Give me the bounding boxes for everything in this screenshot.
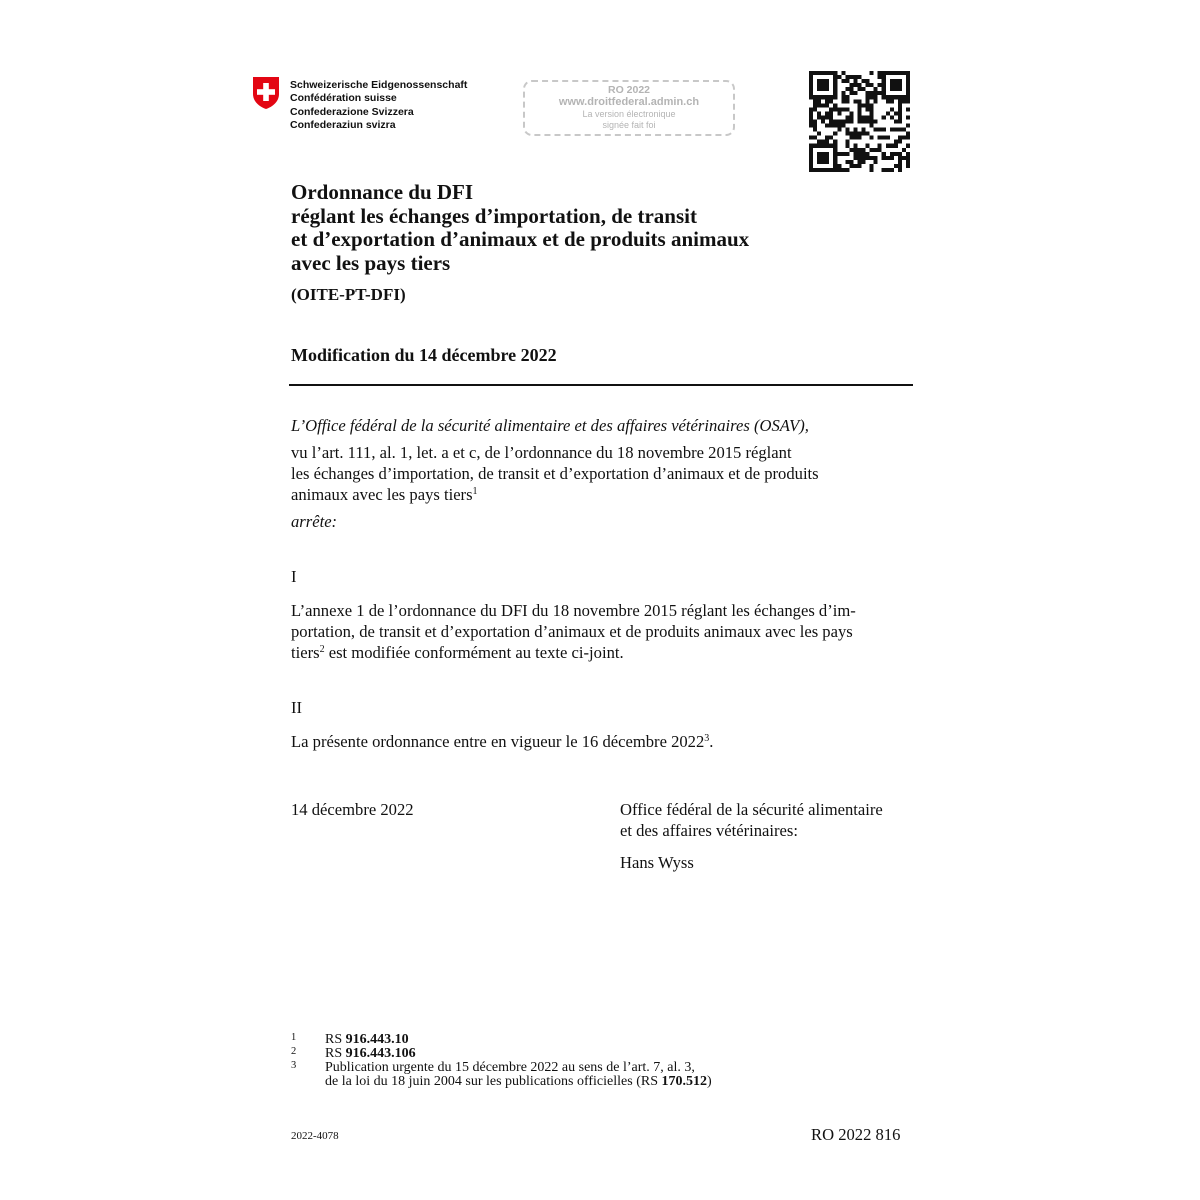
document-number: 2022-4078	[291, 1130, 339, 1142]
title-line: Ordonnance du DFI	[291, 180, 474, 204]
electronic-signature-stamp	[523, 80, 735, 136]
confederation-de: Schweizerische Eidgenossenschaft	[290, 79, 468, 91]
official-collection-ref: RO 2022 816	[811, 1125, 901, 1144]
ordinance-title	[291, 181, 749, 275]
signature-date: 14 décembre 2022	[291, 800, 414, 819]
stamp-note-1: La version électronique	[582, 109, 676, 119]
swiss-crest-icon	[252, 76, 280, 110]
section-1-line: tiers$^2$ est modifiée conformément au texte ci-joint.	[291, 643, 624, 662]
section-numeral-1: I	[291, 567, 297, 586]
footnote-1: RS 916.443.10	[325, 1032, 409, 1047]
section-1-line: L’annexe 1 de l’ordonnance du DFI du 18 novembre 2015 réglant les échanges d’im-	[291, 601, 856, 620]
ordinance-abbreviation: (OITE-PT-DFI)	[291, 285, 406, 304]
footnote-number: 1	[291, 1032, 297, 1043]
qr-code-icon	[809, 71, 910, 172]
title-line: et d’exportation d’animaux et de produits animaux	[291, 227, 750, 251]
issuing-authority: L’Office fédéral de la sécurité alimentaire et des affaires vétérinaires (OSAV),	[291, 416, 809, 435]
footnote-3: Publication urgente du 15 décembre 2022 au sens de l’art. 7, al. 3, de la loi du 18 juin 2004 sur les publications officielles (RS 170.512)	[325, 1060, 712, 1089]
section-2-text: La présente ordonnance entre en vigueur le 16 décembre 2022$^3$.	[291, 732, 714, 751]
legal-basis-line: vu l’art. 111, al. 1, let. a et c, de l’ordonnance du 18 novembre 2015 réglant	[291, 443, 792, 462]
footnote-number: 3	[291, 1060, 297, 1071]
title-line: réglant les échanges d’importation, de transit	[291, 203, 697, 228]
section-1-text	[291, 600, 856, 663]
legal-basis-line: animaux avec les pays tiers$^1$	[291, 485, 478, 504]
legal-basis-line: les échanges d’importation, de transit et d’exportation d’animaux et de produits	[291, 464, 819, 483]
legal-basis	[291, 442, 819, 505]
confederation-rm: Confederaziun svizra	[290, 118, 396, 131]
section-numeral-2: II	[291, 698, 303, 717]
signatory-name: Hans Wyss	[620, 853, 694, 872]
modification-date: Modification du 14 décembre 2022	[291, 345, 557, 365]
footnote-ref[interactable]: 2	[319, 644, 325, 655]
confederation-it: Confederazione Svizzera	[290, 105, 414, 118]
stamp-url[interactable]: www.droitfederal.admin.ch	[558, 96, 700, 108]
stamp-note-2: signée fait foi	[602, 120, 656, 130]
signing-office-line: et des affaires vétérinaires:	[620, 821, 798, 840]
decrees-label: arrête:	[291, 512, 338, 531]
footnote-number: 2	[291, 1046, 297, 1057]
title-divider	[289, 384, 913, 386]
footnote-2: RS 916.443.106	[325, 1046, 416, 1061]
signing-office-line: Office fédéral de la sécurité alimentaire	[620, 800, 883, 819]
confederation-name	[290, 79, 467, 132]
footnote-ref[interactable]: 3	[704, 733, 710, 744]
confederation-fr: Confédération suisse	[290, 92, 397, 105]
title-line: avec les pays tiers	[291, 250, 451, 275]
section-1-line: portation, de transit et d’exportation d’animaux et de produits animaux avec les pays	[291, 622, 853, 641]
qr-code-modules	[809, 71, 910, 172]
signing-office	[620, 799, 883, 841]
footnote-ref[interactable]: 1	[472, 486, 478, 497]
stamp-ro: RO 2022	[607, 84, 651, 96]
